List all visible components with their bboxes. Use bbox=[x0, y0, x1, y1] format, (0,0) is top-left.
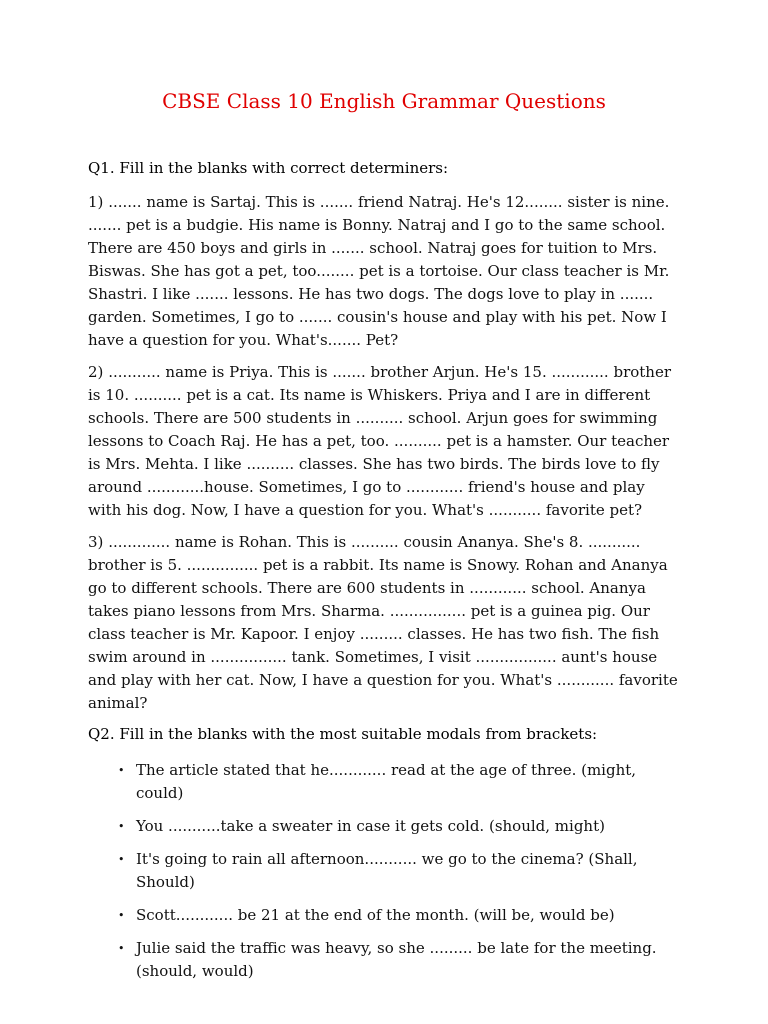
bullet-icon: • bbox=[118, 942, 125, 955]
list-item bbox=[118, 904, 680, 927]
q1-heading: Q1. Fill in the blanks with correct determiners: bbox=[88, 159, 449, 177]
q1-paragraph-3 bbox=[88, 531, 680, 715]
paragraph-number: 3) bbox=[88, 533, 104, 551]
paragraph-number: 2) bbox=[88, 363, 104, 381]
list-item bbox=[118, 937, 680, 983]
list-item bbox=[118, 759, 680, 805]
bullet-icon: • bbox=[118, 820, 125, 833]
paragraph-text: ............. name is Rohan. This is .......... cousin Ananya. She's 8. ........... brother is 5. ............... pet is a rabbit. Its name is Snowy. Rohan and Ananya go to different schools. There are 600 students in ............ school. Ananya takes piano lessons from Mrs. Sharma. ................ pet is a guinea pig. Our class teacher is Mr. Kapoor. I enjoy ......... classes. He has two fish. The fish swim around in ................ tank. Sometimes, I visit ................. aunt's house and play with her cat. Now, I have a question for you. What's ............ favorite animal? bbox=[88, 533, 678, 712]
paragraph-text: ....... name is Sartaj. This is ....... friend Natraj. He's 12........ sister is nine. ....... pet is a budgie. His name is Bonny. Natraj and I go to the same school. There are 450 boys and girls in ....... school. Natraj goes for tuition to Mrs. Biswas. She has got a pet, too........ pet is a tortoise. Our class teacher is Mr. Shastri. I like ....... lessons. He has two dogs. The dogs love to play in ....... garden. Sometimes, I go to ....... cousin's house and play with his pet. Now I have a question for you. What's....... Pet? bbox=[88, 193, 670, 349]
modals-question-list bbox=[88, 759, 680, 983]
list-item-text: You ...........take a sweater in case it gets cold. (should, might) bbox=[136, 817, 605, 835]
list-item bbox=[118, 848, 680, 894]
list-item-text: Scott............ be 21 at the end of the month. (will be, would be) bbox=[136, 906, 615, 924]
q1-paragraph-2 bbox=[88, 361, 680, 522]
bullet-icon: • bbox=[118, 853, 125, 866]
list-item-text: It's going to rain all afternoon........... we go to the cinema? (Shall, Should) bbox=[136, 850, 638, 891]
document-title: CBSE Class 10 English Grammar Questions bbox=[162, 89, 606, 113]
bullet-icon: • bbox=[118, 909, 125, 922]
list-item-text: Julie said the traffic was heavy, so she ......... be late for the meeting. (should, would) bbox=[136, 939, 657, 980]
list-item-text: The article stated that he............ read at the age of three. (might, could) bbox=[136, 761, 637, 802]
q1-paragraph-1 bbox=[88, 191, 680, 352]
paragraph-number: 1) bbox=[88, 193, 104, 211]
q2-heading: Q2. Fill in the blanks with the most suitable modals from brackets: bbox=[88, 725, 598, 743]
bullet-icon: • bbox=[118, 764, 125, 777]
list-item bbox=[118, 815, 680, 838]
paragraph-text: ........... name is Priya. This is ....... brother Arjun. He's 15. ............ brother is 10. .......... pet is a cat. Its name is Whiskers. Priya and I are in different schools. There are 500 students in .......... school. Arjun goes for swimming lessons to Coach Raj. He has a pet, too. .......... pet is a hamster. Our teacher is Mrs. Mehta. I like .......... classes. She has two birds. The birds love to fly around ............house. Sometimes, I go to ............ friend's house and play with his dog. Now, I have a question for you. What's ........... favorite pet? bbox=[88, 363, 672, 519]
